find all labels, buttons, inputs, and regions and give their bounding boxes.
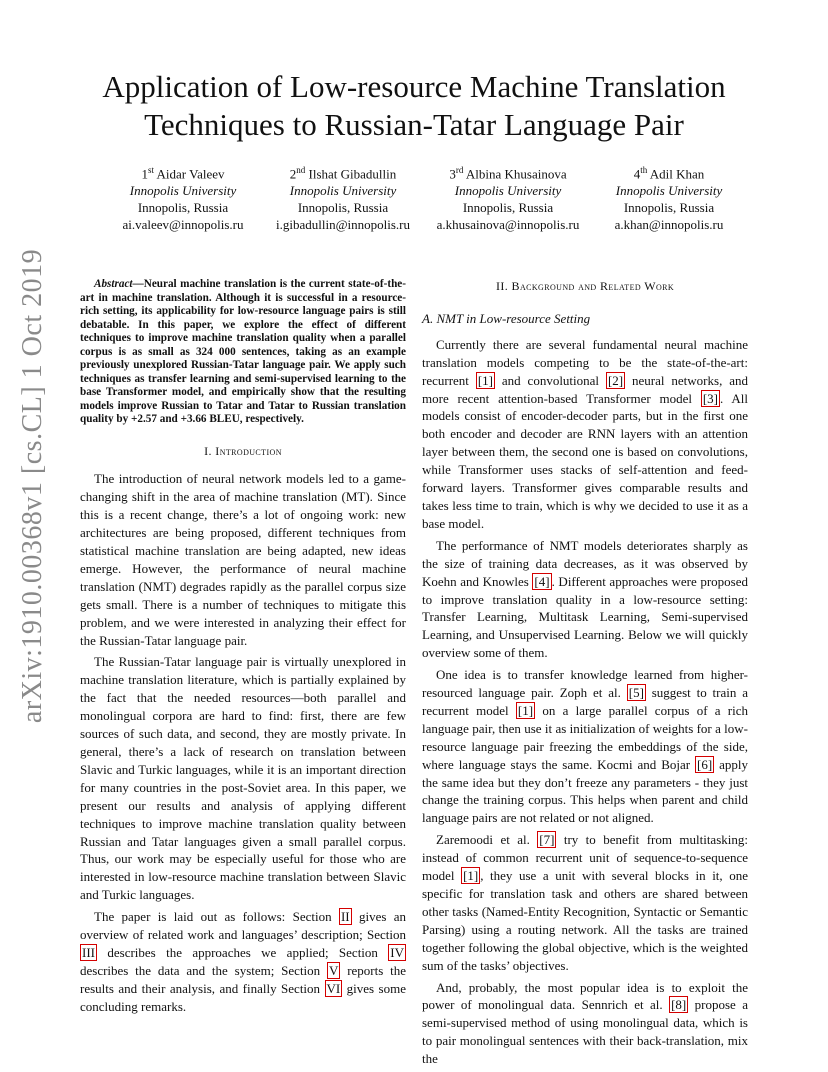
subsection-heading: A. NMT in Low-resource Setting (422, 310, 591, 326)
citation-link[interactable]: [5] (628, 685, 644, 701)
citation-link[interactable]: [3] (702, 390, 718, 406)
background-paragraph-1: Currently there are several fundamental neural machine translation models competing to be the state-of-the-art: recurrent [1] and convolutional [2] neural networks, and more recent attention-based Transformer model [3] . All models consist of encoder-decoder parts, but in the first one both encoder and decoder are RNN layers with an attention layer between them, the second one is based on convolutions, while Transformer uses stacks of self-attention and feed-forward layers. Transformer gives comparable results and takes less time to train, which is why we decided to use it as a base model. (422, 336, 748, 531)
author-affiliation: Innopolis University (615, 183, 723, 199)
background-paragraph-2: The performance of NMT models deteriorates sharply as the size of training data decreases, as it was observed by Koehn and Knowles [4] . Different approaches were proposed to improve translation quality in a low-resource setting: Transfer Learning, Multitask Learning, Semi-supervised Learning, and Unsupervised Learning. Below we will quickly overview some of them. (422, 537, 748, 661)
citation-link[interactable]: [1] (517, 702, 534, 718)
author-affiliation: Innopolis University (129, 183, 237, 199)
section-link[interactable]: V (328, 962, 339, 978)
author-3: 3rd Albina Khusainova Innopolis University Innopolis, Russia a.khusainova@innopolis.ru (423, 162, 593, 233)
intro-paragraph-2: The Russian-Tatar language pair is virtually unexplored in machine translation literature, which is partially explained by the fact that the needed resources—both parallel and monolingual corpora are hard to find: first, there are few sources of such data, and second, they are mostly private. In general, there’s a lack of research on translation between Slavic and Turkic languages, while it is an important direction for many countries in the post-Soviet area. In this paper, we present our results and analysis of applying different techniques to improve machine translation quality between Russian and Tatar languages given a small parallel corpus. Thus, our work may be especially useful for those who are interested in low-resource machine translation between Slavic and Turkic languages. (80, 654, 406, 903)
paper-title: Application of Low-resource Machine Translation Techniques to Russian-Tatar Language Pair (102, 69, 726, 142)
citation-link[interactable]: [1] (477, 372, 493, 388)
intro-paragraph-3: The paper is laid out as follows: Section II gives an overview of related work and languages’ description; Section III describes the approaches we applied; Section IV describes the data and the system; Section V reports the results and their analysis, and finally Section VI gives some concluding remarks. (80, 909, 406, 1014)
author-email: a.khan@innopolis.ru (614, 217, 724, 233)
section-heading-introduction: I. Introduction (204, 443, 282, 458)
arxiv-sidebar (2, 248, 64, 724)
author-location: Innopolis, Russia (623, 200, 715, 216)
author-name: Aidar Valeev (156, 166, 225, 182)
author-affiliation: Innopolis University (454, 183, 562, 199)
citation-link[interactable]: [4] (534, 573, 550, 589)
right-column (422, 278, 748, 1068)
background-paragraph-3: One idea is to transfer knowledge learned from higher-resourced language pair. Zoph et al. [5] suggest to train a recurrent model [1] on a large parallel corpus of a rich language pair, then use it as initialization of weights for a low-resource language pair freezing the embeddings of the side, where language stays the same. Kocmi and Bojar [6] apply the same idea but they don’t freeze any parameters - they just change the training corpus. This helps when parent and child language pairs are not related or not aligned. (422, 667, 748, 826)
abstract-text: —Neural machine translation is the current state-of-the-art in machine translation. Although it is successful in a resource-rich setting, its applicability for low-resource language pairs is still debatable. In this paper, we explore the effect of different techniques to improve machine translation quality when a parallel corpus is as small as 324 000 sentences, taking as an example previously unexplored Russian-Tatar language pair. We apply such techniques as transfer learning and semi-supervised learning to the base Transformer model, and empirically show that the resulting models improve Russian to Tatar and Tatar to Russian translation quality by +2.57 and +3.66 BLEU, respectively. (80, 278, 406, 425)
intro-paragraph-1: The introduction of neural network models led to a game-changing shift in the area of machine translation (MT). Since this is a recent change, there’s a lot of ongoing work: new architectures are being proposed, different techniques from statistical machine translation are being adapted, new ideas emerge. However, the performance of neural machine translation (NMT) degrades rapidly as the parallel corpus size gets small. There is a number of techniques to mitigate this problem, and we were interested in analyzing their effect for the Russian-Tatar language pair. (80, 471, 406, 648)
background-paragraph-4: Zaremoodi et al. [7] try to benefit from multitasking: instead of common recurrent unit of sequence-to-sequence model [1] , they use a unit with several blocks in it, one specific for translation task and others are shared between other tasks (Named-Entity Recognition, Syntactic or Semantic Parsing) using a routing network. All the tasks are trained together following the global objective, which is the weighted sum of the tasks’ objectives. (422, 832, 748, 973)
citation-link[interactable]: [8] (671, 997, 687, 1013)
author-location: Innopolis, Russia (137, 200, 229, 216)
author-affiliation: Innopolis University (289, 183, 397, 199)
author-name: Ilshat Gibadullin (308, 166, 397, 182)
citation-link[interactable]: [1] (463, 868, 479, 884)
author-4: 4th Adil Khan Innopolis University Innopolis, Russia a.khan@innopolis.ru (584, 162, 754, 233)
background-paragraph-5: And, probably, the most popular idea is to exploit the power of monolingual data. Sennrich et al. [8] propose a semi-supervised method of using monolingual data, which is to pair monolingual sentences with their back-translation, mix the (422, 979, 748, 1067)
section-link[interactable]: II (340, 909, 350, 925)
section-heading-background: II. Background and Related Work (495, 279, 675, 293)
citation-link[interactable]: [2] (607, 372, 624, 388)
abstract-label: Abstract (94, 278, 133, 290)
abstract (80, 278, 406, 427)
section-link[interactable]: IV (390, 944, 404, 960)
section-link[interactable]: III (82, 944, 95, 960)
left-column (80, 278, 406, 1016)
author-2: 2nd Ilshat Gibadullin Innopolis University Innopolis, Russia i.gibadullin@innopolis.ru (258, 162, 428, 233)
author-location: Innopolis, Russia (462, 200, 554, 216)
author-block (98, 162, 758, 232)
arxiv-identifier: arXiv:1910.00368v1 [cs.CL] 1 Oct 2019 (17, 248, 48, 724)
section-link[interactable]: VI (326, 980, 341, 996)
citation-link[interactable]: [6] (697, 756, 713, 772)
author-email: a.khusainova@innopolis.ru (436, 217, 580, 233)
author-name: Adil Khan (649, 166, 705, 182)
author-email: ai.valeev@innopolis.ru (122, 217, 244, 233)
author-1: 1st Aidar Valeev Innopolis University Innopolis, Russia ai.valeev@innopolis.ru (98, 162, 268, 233)
author-email: i.gibadullin@innopolis.ru (275, 217, 411, 233)
author-location: Innopolis, Russia (297, 200, 389, 216)
citation-link[interactable]: [7] (539, 832, 555, 848)
author-name: Albina Khusainova (465, 166, 567, 182)
